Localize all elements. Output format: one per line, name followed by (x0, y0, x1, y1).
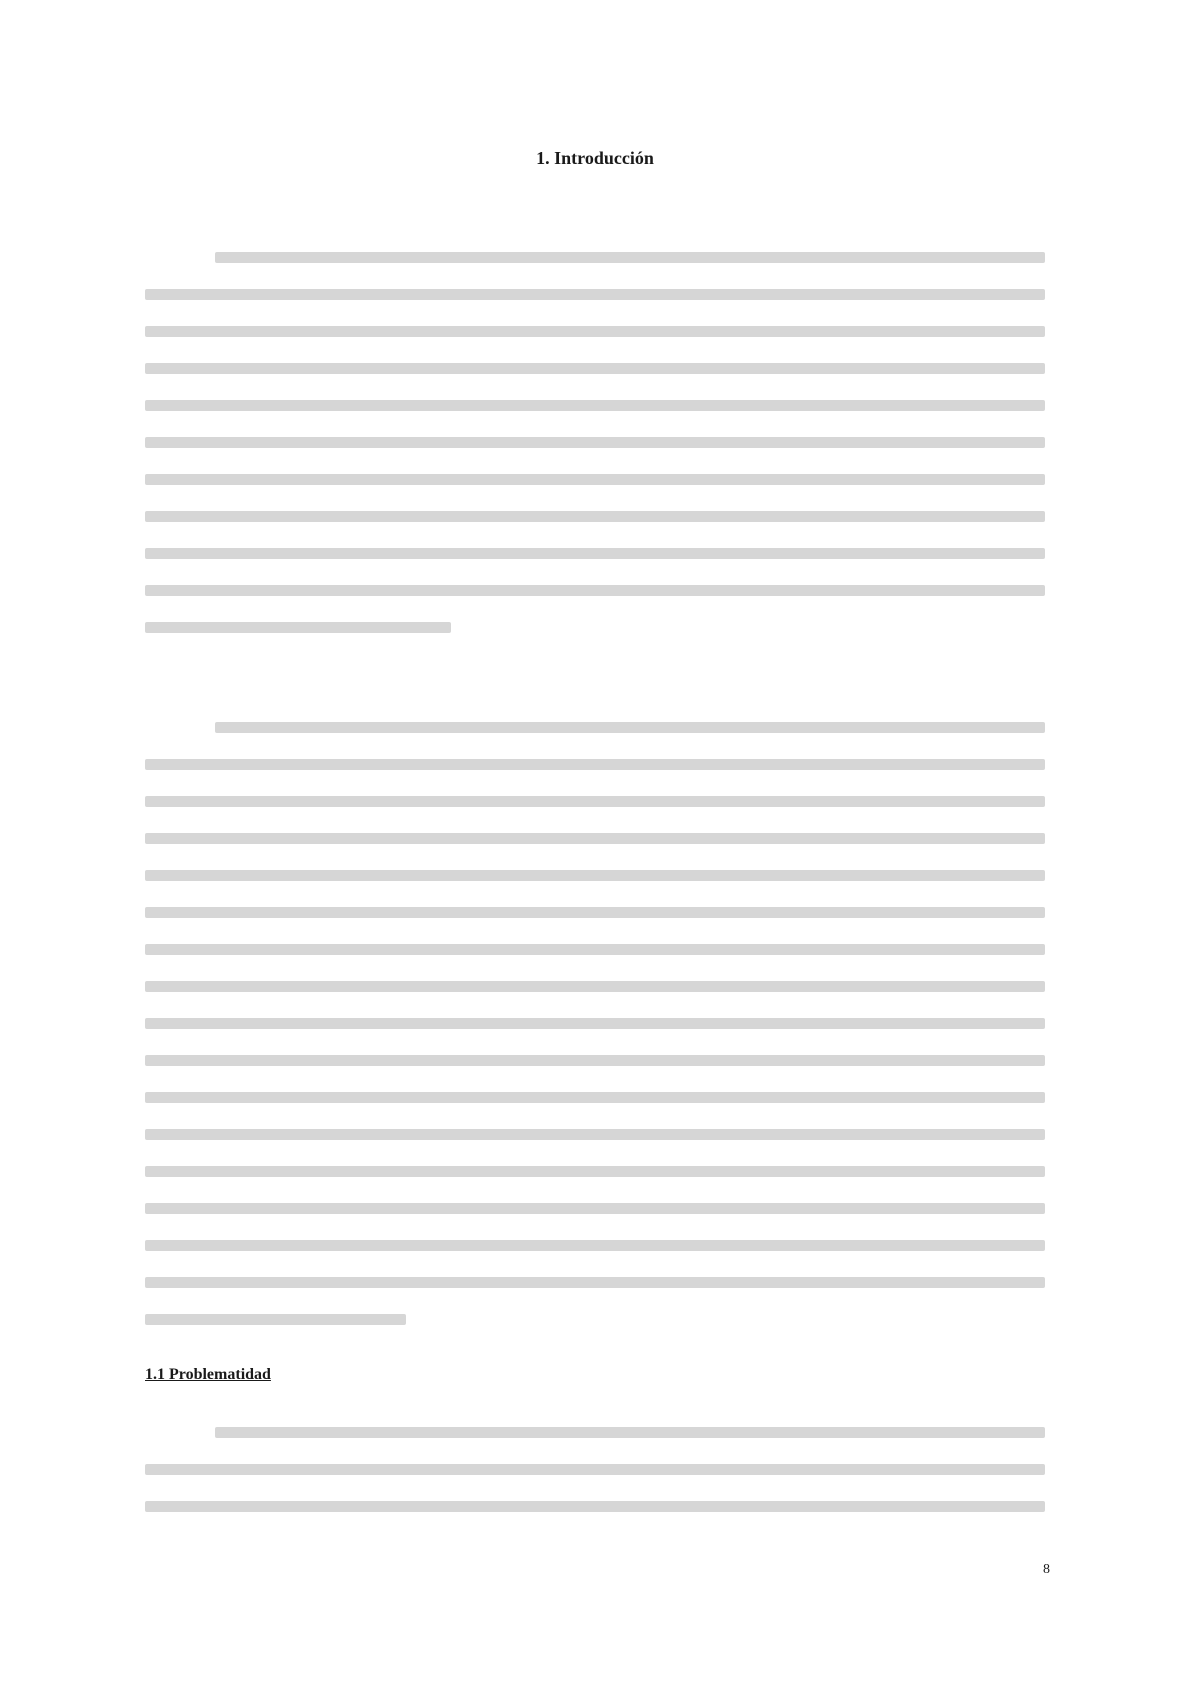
text-line (145, 796, 1045, 807)
text-line (145, 981, 1045, 992)
text-line (215, 252, 1045, 263)
body-paragraph-3 (145, 1427, 1045, 1538)
text-line (145, 363, 1045, 374)
text-line (145, 1203, 1045, 1214)
body-paragraph-1 (145, 252, 1045, 659)
text-line (145, 1277, 1045, 1288)
text-line (145, 400, 1045, 411)
text-line (145, 511, 1045, 522)
page-number: 8 (1043, 1562, 1050, 1577)
text-line (145, 474, 1045, 485)
text-line (145, 326, 1045, 337)
text-line (145, 1018, 1045, 1029)
text-line (215, 722, 1045, 733)
text-line (215, 1427, 1045, 1438)
text-line (145, 759, 1045, 770)
body-paragraph-2 (145, 722, 1045, 1351)
text-line (145, 1129, 1045, 1140)
text-line (145, 289, 1045, 300)
text-line (145, 944, 1045, 955)
text-line (145, 622, 451, 633)
text-line (145, 833, 1045, 844)
text-line (145, 870, 1045, 881)
text-line (145, 585, 1045, 596)
text-line (145, 1501, 1045, 1512)
text-line (145, 1314, 406, 1325)
text-line (145, 907, 1045, 918)
text-line (145, 1092, 1045, 1103)
text-line (145, 1166, 1045, 1177)
subsection-heading: 1.1 Problematidad (145, 1366, 271, 1383)
section-heading: 1. Introducción (536, 148, 654, 168)
text-line (145, 1055, 1045, 1066)
text-line (145, 1464, 1045, 1475)
text-line (145, 548, 1045, 559)
text-line (145, 437, 1045, 448)
text-line (145, 1240, 1045, 1251)
